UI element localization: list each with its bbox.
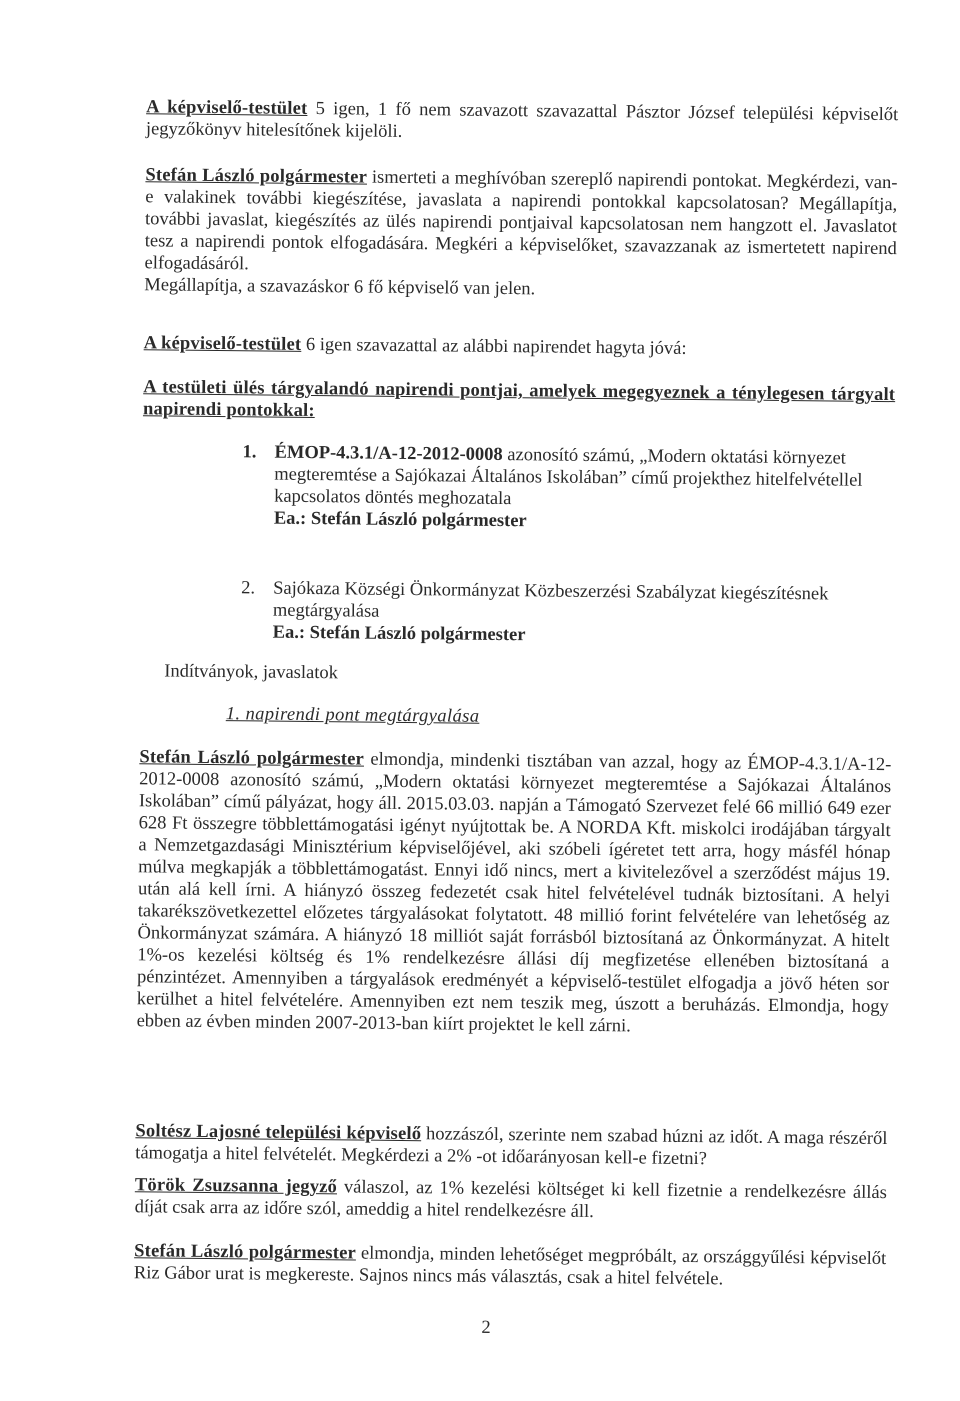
agenda-item-1: [242, 441, 903, 532]
paragraph-minutes-authenticator: [146, 96, 898, 148]
page-number: 2: [481, 1317, 491, 1338]
agenda-item-presenter-label: Ea.:: [273, 508, 307, 529]
paragraph-text: ismerteti a meghívóban szereplő napirendi pontokat. Megkérdezi, van-e valakinek további kiegészítése, javaslata a napirendi pontokkal kapcsolatosan? Megállapítja, további javaslat, kiegészítés az ülés napirendi pontjaival kapcsolatosan nem hangzott el. Javaslatot tesz a napirendi pontok elfogadására. Megkéri a képviselőket, szavazzanak az ismertetett napirend elfogadásáról.: [144, 167, 898, 275]
paragraph-text: hozzászól, szerinte nem szabad húzni az időt. A maga részéről támogatja a hitel felvételét. Megkérdezi a 2% -ot időarányosan kell-e fizetni?: [135, 1124, 888, 1170]
proposals-label: Indítványok, javaslatok: [164, 661, 339, 684]
agenda-item-presenter: Stefán László polgármester: [304, 622, 526, 646]
speaker-name: A képviselő-testület: [143, 333, 302, 355]
agenda-item-number: 1.: [242, 442, 257, 463]
agenda-heading: [143, 376, 895, 428]
paragraph-notary-answer: [135, 1174, 887, 1226]
agenda-item-body: [273, 578, 874, 650]
paragraph-text: 5 igen, 1 fő nem szavazott szavazattal Pásztor József települési képviselőt jegyzőkönyv hitelesítőnek kijelöli.: [145, 98, 899, 142]
speaker-name: Török Zsuzsanna jegyző: [134, 1175, 338, 1198]
agenda-item-2: [241, 577, 901, 646]
paragraph-representative-comment: [135, 1120, 887, 1172]
speaker-name: Stefán László polgármester: [134, 1241, 357, 1264]
paragraph-mayor-report: [137, 746, 892, 1040]
paragraph-text: 6 igen szavazattal az alábbi napirendet hagyta jóvá:: [301, 334, 687, 359]
paragraph-agenda-vote: [144, 332, 896, 362]
speaker-name: Stefán László polgármester: [145, 165, 368, 188]
paragraph-text: elmondja, mindenki tisztában van azzal, hogy az ÉMOP-4.3.1/A-12-2012-0008 azonosító számú, „Modern oktatási környezet megteremtése a Sajókazai Általános Iskolában” című pályázat, hogy áll. 2015.03.03. napján a Támogató Szervezet felé 66 millió 649 ezer 628 Ft összegre többlettámogatási igényt nyújtottak be. A NORDA Kft. miskolci irodájában tárgyalt a Nemzetgazdasági Minisztérium képviselőjével, aki szóbeli ígéretet tett arra, hogy másfél hónap múlva megkapják a többlettámogatást. Ennyi idő nincs, mert a kivitelezővel a szerződést május 19. után alá kell írni. A hiányzó összeg fedezetét csak hitel felvételével tudnák biztosítani. A helyi takarékszövetkezettel előzetes tárgyalásokat folytatott. 48 millió forint felvételére van lehetőség az Önkormányzat számára. A hiányzó 18 milliót saját forrásból biztosítaná az Önkormányzat. A hitelt 1%-os kezelési költség és 1% rendelkezésre állási díj megfizetése ellenében biztosítaná a pénzintézet. Amennyiben a tárgyalások eredményét a képviselő-testület elfogadja a jövő héten sor kerülhet a hitel felvételére. Amennyiben ezt nem teszik meg, úszott a beruházás. Elmondja, hogy ebben az évben minden 2007-2013-ban kiírt projektet le kell zárni.: [136, 749, 892, 1037]
agenda-item-number: 2.: [241, 578, 256, 599]
agenda-item-code: ÉMOP-4.3.1/A-12-2012-0008: [274, 442, 503, 466]
speaker-name: A képviselő-testület: [146, 97, 308, 119]
agenda-item-presenter: Stefán László polgármester: [306, 508, 527, 532]
agenda-item-presenter-label: Ea.:: [272, 622, 306, 643]
paragraph-text: válaszol, az 1% kezelési költséget ki kell fizetnie a rendelkezésre állás díját csak arra az időre szól, ameddig a hitel rendelkezésre áll.: [134, 1177, 887, 1223]
paragraph-text: Megállapítja, a szavazáskor 6 fő képviselő van jelen.: [144, 275, 536, 300]
paragraph-mayor-closing: [134, 1240, 886, 1292]
agenda-item-body: [274, 442, 875, 536]
agenda-item-text: azonosító számú, „Modern oktatási környezet megteremtése a Sajókazai Általános Iskolában” című projekthez hitelfelvétellel kapcsolatos döntés meghozatala: [274, 445, 863, 510]
section-title: 1. napirendi pont megtárgyalása: [225, 704, 480, 727]
speaker-name: Soltész Lajosné települési képviselő: [135, 1121, 422, 1145]
paragraph-text: elmondja, minden lehetőséget megpróbált, az országgyűlési képviselőt Riz Gábor urat is megkereste. Sajnos nincs más választás, csak a hitel felvétele.: [133, 1243, 887, 1290]
agenda-heading-text: A testületi ülés tárgyalandó napirendi pontjai, amelyek megegyeznek a ténylegesen tárgyalt napirendi pontokkal:: [142, 377, 896, 422]
paragraph-agenda-intro: [144, 164, 897, 304]
agenda-item-text: Sajókaza Községi Önkormányzat Közbeszerzési Szabályzat kiegészítésnek megtárgyalása: [272, 578, 829, 622]
speaker-name: Stefán László polgármester: [139, 747, 365, 770]
